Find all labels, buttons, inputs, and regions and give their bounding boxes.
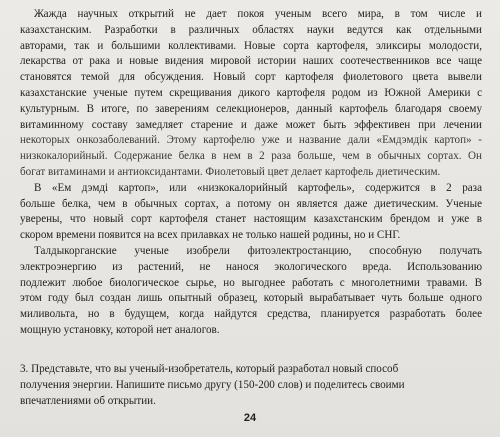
- text-line: миливольта, но в будущем, когда найдутся средства, планируется разработать более: [20, 308, 482, 321]
- task-line: получения энергии. Напишите письмо другу (150-200 слов) и поделитесь своими: [20, 378, 405, 391]
- text-line: мощную установку, которой нет аналогов.: [20, 323, 220, 336]
- page-number: 24: [243, 412, 257, 424]
- text-line: витаминному составу замедляет старение и даже может быть эффективен при лечении: [20, 118, 482, 131]
- text-line: низкокалорийный. Содержание белка в нем в 2 раза больше, чем в обычных сортах. Он: [20, 150, 482, 163]
- text-line: казахстанские ученые путем скрещивания дикого картофеля родом из Южной Америки с: [20, 86, 482, 99]
- task-line: впечатлениями об открытии.: [20, 394, 156, 407]
- text-line: В «Ем дэмді картоп», или «низкокалорийный картофель», содержится в 2 раза: [34, 181, 482, 194]
- text-line: Жажда научных открытий не дает покоя ученым всего мира, в том числе и: [34, 8, 482, 20]
- task-line: 3. Представьте, что вы ученый-изобретатель, который разработал новый способ: [20, 363, 399, 375]
- text-line: казахстанским. Разработки в различных областях науки ведутся как отдельными: [20, 23, 482, 36]
- text-line: лекарства от рака и новые видения мировой истории наших соотечественников все чаще: [20, 55, 482, 68]
- text-line: культурным. В итоге, по заверениям селекционеров, данный картофель благодаря своему: [20, 102, 482, 115]
- text-line: электроэнергию из растений, не нанося экологического вреда. Использованию: [20, 260, 482, 273]
- exercise-task: [20, 362, 482, 409]
- text-line: скором времени появится на всех прилавках не только нашей родины, но и СНГ.: [20, 229, 401, 242]
- text-line: авторами, так и большими коллективами. Новые сорта картофеля, эликсиры молодости,: [20, 39, 482, 52]
- text-line: Талдыкорганские ученые изобрели фитоэлектростанцию, способную получать: [34, 244, 482, 257]
- text-line: уверены, что новый сорт картофеля станет настоящим казахстанским брендом и уже в: [20, 213, 482, 226]
- text-line: становятся темой для обсуждения. Новый сорт картофеля фиолетового цвета вывели: [20, 71, 482, 84]
- body-text: [20, 7, 482, 339]
- text-line: больше белка, чем в обычных сортах, а потому он является даже диетическим. Ученые: [20, 197, 482, 210]
- text-line: некоторых онкозаболеваний. Этому картофелю уже и название дали «Емдэмдік картоп» -: [20, 134, 482, 147]
- text-line: богат витаминами и антиоксидантами. Фиолетовый цвет делает картофель диетическим.: [20, 165, 441, 178]
- text-line: этом году был создан лишь опытный образец, который вырабатывает чуть больше одного: [20, 292, 482, 305]
- text-line: подлежит любое биологическое сырье, но выгоднее работать с многолетними травами. В: [20, 276, 482, 289]
